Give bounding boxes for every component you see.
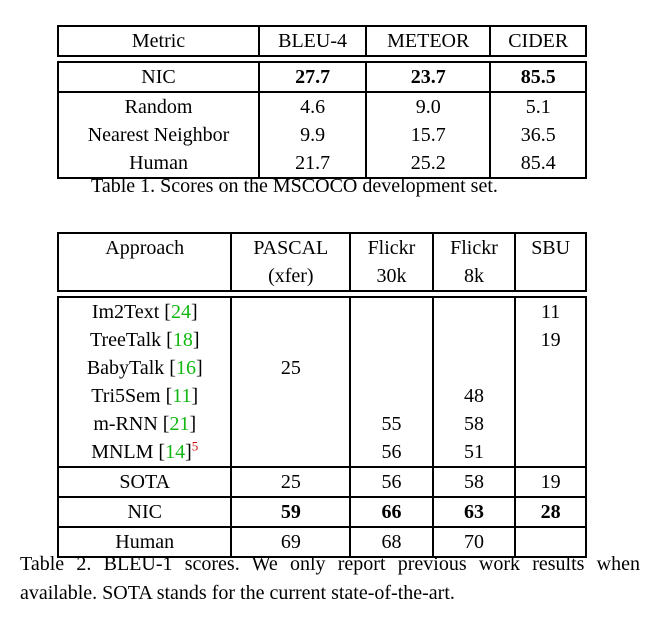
citation-link[interactable]: 18 (172, 329, 193, 351)
header-pascal-sub: (xfer) (231, 262, 350, 291)
cell-sbu (515, 410, 586, 438)
table-2-row-tri5sem (58, 382, 586, 410)
header-flickr30k: Flickr (350, 233, 433, 262)
header-flickr8k-sub: 8k (433, 262, 516, 291)
table-2-header-row-1 (58, 233, 586, 262)
cell-cider: 85.5 (490, 62, 586, 92)
row-label: Random (58, 92, 259, 121)
approach-cell: m-RNN [21] (58, 410, 231, 438)
cell-flickr8k: 51 (433, 438, 516, 467)
cell-sbu: 19 (515, 467, 586, 497)
approach-name: MNLM (91, 441, 154, 463)
cell-pascal: 25 (231, 354, 350, 382)
table-1-row-nic (58, 62, 586, 92)
citation-link[interactable]: 14 (165, 441, 186, 463)
row-label: NIC (58, 62, 259, 92)
table-2-row-sota (58, 467, 586, 497)
cell-flickr30k (350, 382, 433, 410)
cell-sbu: 19 (515, 326, 586, 354)
cell-bleu4: 4.6 (259, 92, 366, 121)
cell-pascal: 25 (231, 467, 350, 497)
cell-pascal (231, 382, 350, 410)
header-cider: CIDER (490, 26, 586, 56)
cell-flickr8k (433, 354, 516, 382)
cell-flickr30k: 56 (350, 438, 433, 467)
cell-cider: 85.4 (490, 149, 586, 178)
header-flickr8k: Flickr (433, 233, 516, 262)
approach-cell: BabyTalk [16] (58, 354, 231, 382)
cell-flickr8k: 48 (433, 382, 516, 410)
table-1-row-random (58, 92, 586, 121)
citation-link[interactable]: 21 (169, 413, 190, 435)
row-label: NIC (58, 497, 231, 527)
cell-cider: 5.1 (490, 92, 586, 121)
header-approach: Approach (58, 233, 231, 262)
approach-cell: Im2Text [24] (58, 297, 231, 326)
cell-sbu (515, 354, 586, 382)
cell-flickr30k: 56 (350, 467, 433, 497)
cell-sbu (515, 382, 586, 410)
table-2-row-treetalk (58, 326, 586, 354)
table-2-row-nic (58, 497, 586, 527)
cell-pascal: 69 (231, 527, 350, 557)
table-2-row-mnlm (58, 438, 586, 467)
cell-pascal (231, 297, 350, 326)
row-label: Human (58, 149, 259, 178)
header-sbu-cont (515, 262, 586, 291)
cell-flickr30k: 66 (350, 497, 433, 527)
approach-name: TreeTalk (89, 329, 162, 351)
cell-flickr30k (350, 354, 433, 382)
row-label: SOTA (58, 467, 231, 497)
cell-flickr8k (433, 297, 516, 326)
cell-bleu4: 9.9 (259, 121, 366, 149)
cell-sbu: 28 (515, 497, 586, 527)
citation-link[interactable]: 24 (170, 301, 191, 323)
approach-cell: Tri5Sem [11] (58, 382, 231, 410)
approach-name: Tri5Sem (91, 385, 161, 407)
approach-name: BabyTalk (86, 357, 165, 379)
cell-pascal (231, 326, 350, 354)
table-1 (57, 25, 587, 179)
cell-meteor: 15.7 (366, 121, 490, 149)
cell-cider: 36.5 (490, 121, 586, 149)
approach-name: m-RNN (93, 413, 158, 435)
cell-bleu4: 21.7 (259, 149, 366, 178)
header-approach-cont (58, 262, 231, 291)
cell-flickr30k (350, 326, 433, 354)
cell-flickr8k (433, 326, 516, 354)
table-2-header-row-2 (58, 262, 586, 291)
table-1-header-row (58, 26, 586, 56)
header-meteor: METEOR (366, 26, 490, 56)
header-bleu4: BLEU-4 (259, 26, 366, 56)
row-label: Human (58, 527, 231, 557)
cell-pascal (231, 410, 350, 438)
header-pascal: PASCAL (231, 233, 350, 262)
citation-link[interactable]: 16 (175, 357, 196, 379)
cell-flickr30k: 55 (350, 410, 433, 438)
row-label: Nearest Neighbor (58, 121, 259, 149)
table-2-row-babytalk (58, 354, 586, 382)
table-2-row-im2text (58, 297, 586, 326)
table-1-caption: Table 1. Scores on the MSCOCO development set. (91, 175, 498, 197)
cell-pascal (231, 438, 350, 467)
cell-bleu4: 27.7 (259, 62, 366, 92)
table-2-row-m-rnn (58, 410, 586, 438)
cell-pascal: 59 (231, 497, 350, 527)
cell-sbu (515, 438, 586, 467)
citation-link[interactable]: 11 (172, 385, 192, 407)
cell-flickr8k: 63 (433, 497, 516, 527)
cell-sbu: 11 (515, 297, 586, 326)
approach-cell: MNLM $[14]^5$ (58, 438, 231, 467)
cell-meteor: 23.7 (366, 62, 490, 92)
cell-meteor: 9.0 (366, 92, 490, 121)
approach-name: Im2Text (91, 301, 160, 323)
footnote-marker[interactable]: 5 (191, 438, 199, 454)
cell-meteor: 25.2 (366, 149, 490, 178)
cell-flickr30k: 68 (350, 527, 433, 557)
approach-cell: TreeTalk [18] (58, 326, 231, 354)
header-flickr30k-sub: 30k (350, 262, 433, 291)
table-2-caption: Table 2. BLEU-1 scores. We only report previous work results when available. SOTA stands for the current state-of-the-art. (20, 553, 640, 604)
table-1-row-nearest-neighbor (58, 121, 586, 149)
header-sbu: SBU (515, 233, 586, 262)
table-2 (57, 232, 587, 558)
header-metric: Metric (58, 26, 259, 56)
cell-flickr8k: 70 (433, 527, 516, 557)
cell-flickr8k: 58 (433, 410, 516, 438)
cell-flickr8k: 58 (433, 467, 516, 497)
cell-flickr30k (350, 297, 433, 326)
